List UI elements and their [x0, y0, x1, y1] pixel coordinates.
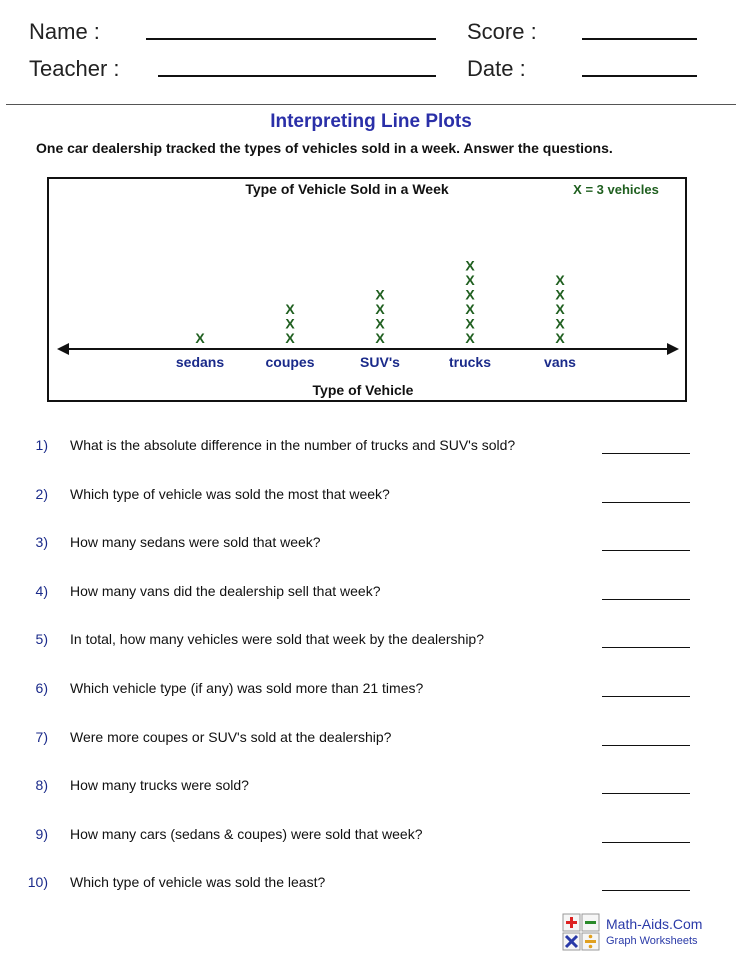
question-number: 6): [35, 680, 48, 696]
instructions: One car dealership tracked the types of vehicles sold in a week. Answer the questions.: [36, 140, 613, 156]
plot-x-mark: X: [375, 315, 385, 332]
logo-subtitle: Graph Worksheets: [606, 935, 698, 947]
teacher-answer-line[interactable]: [158, 75, 436, 77]
plot-x-mark: X: [555, 272, 565, 288]
plot-x-mark: X: [465, 315, 475, 332]
page-title: Interpreting Line Plots: [270, 111, 472, 132]
question-number: 2): [35, 486, 48, 502]
plot-marks: [195, 258, 565, 347]
plot-x-mark: X: [285, 330, 295, 346]
category-label: trucks: [448, 354, 492, 370]
name-answer-line[interactable]: [146, 38, 436, 40]
chart-key: X = 3 vehicles: [573, 182, 659, 197]
plot-x-mark: X: [555, 315, 565, 332]
plot-x-mark: X: [375, 286, 385, 303]
logo-title[interactable]: Math-Aids.Com: [606, 916, 703, 932]
answer-line[interactable]: [602, 599, 690, 600]
name-label: Name :: [29, 19, 100, 44]
line-plot-frame: [47, 177, 687, 402]
question-text: How many vans did the dealership sell that week?: [70, 583, 381, 599]
question-text: How many cars (sedans & coupes) were sold that week?: [70, 826, 423, 842]
question-number: 8): [35, 777, 48, 793]
line-plot: [49, 179, 685, 400]
x-axis-label: Type of Vehicle: [312, 382, 414, 398]
date-label: Date :: [467, 56, 526, 81]
category-label: vans: [544, 354, 576, 370]
category-labels: [176, 354, 576, 370]
question-number: 4): [35, 583, 48, 599]
plot-x-mark: X: [465, 257, 475, 274]
header-divider: [6, 104, 736, 105]
question-text: In total, how many vehicles were sold that week by the dealership?: [70, 631, 485, 647]
question-text: Which type of vehicle was sold the least?: [70, 874, 326, 890]
plot-x-mark: X: [285, 315, 295, 332]
category-label: sedans: [175, 354, 225, 370]
math-operators-icon: [562, 913, 602, 951]
answer-line[interactable]: [602, 550, 690, 551]
answer-line[interactable]: [602, 502, 690, 503]
category-label: coupes: [265, 354, 315, 370]
answer-line[interactable]: [602, 453, 690, 454]
answer-line[interactable]: [602, 745, 690, 746]
teacher-label: Teacher :: [29, 56, 120, 81]
answer-line[interactable]: [602, 890, 690, 891]
plot-x-mark: X: [465, 330, 475, 346]
chart-title: Type of Vehicle Sold in a Week: [245, 181, 449, 197]
question-text: How many trucks were sold?: [70, 777, 249, 793]
plot-x-mark: X: [375, 330, 385, 346]
question-number: 10): [27, 874, 48, 890]
question-text: Which vehicle type (if any) was sold more than 21 times?: [70, 680, 424, 696]
plot-x-mark: X: [285, 301, 295, 317]
score-label: Score :: [467, 19, 537, 44]
answer-line[interactable]: [602, 842, 690, 843]
date-answer-line[interactable]: [582, 75, 697, 77]
question-text: How many sedans were sold that week?: [70, 534, 321, 550]
plot-x-mark: X: [195, 330, 205, 346]
question-number: 5): [35, 631, 48, 647]
plot-x-mark: X: [375, 301, 385, 317]
plot-x-mark: X: [555, 286, 565, 303]
plot-x-mark: X: [555, 301, 565, 317]
answer-line[interactable]: [602, 647, 690, 648]
question-number: 9): [35, 826, 48, 842]
answer-line[interactable]: [602, 793, 690, 794]
question-text: What is the absolute difference in the number of trucks and SUV's sold?: [70, 437, 516, 453]
plot-x-mark: X: [465, 286, 475, 303]
answer-line[interactable]: [602, 696, 690, 697]
axis-arrow-left: [57, 343, 69, 355]
question-text: Which type of vehicle was sold the most that week?: [70, 486, 390, 502]
score-answer-line[interactable]: [582, 38, 697, 40]
plot-x-mark: X: [465, 272, 475, 288]
question-text: Were more coupes or SUV's sold at the dealership?: [70, 729, 392, 745]
question-number: 7): [35, 729, 48, 745]
question-number: 3): [35, 534, 48, 550]
axis-arrow-right: [667, 343, 679, 355]
plot-x-mark: X: [555, 330, 565, 346]
plot-x-mark: X: [465, 301, 475, 317]
question-number: 1): [35, 437, 48, 453]
category-label: SUV's: [360, 354, 400, 370]
